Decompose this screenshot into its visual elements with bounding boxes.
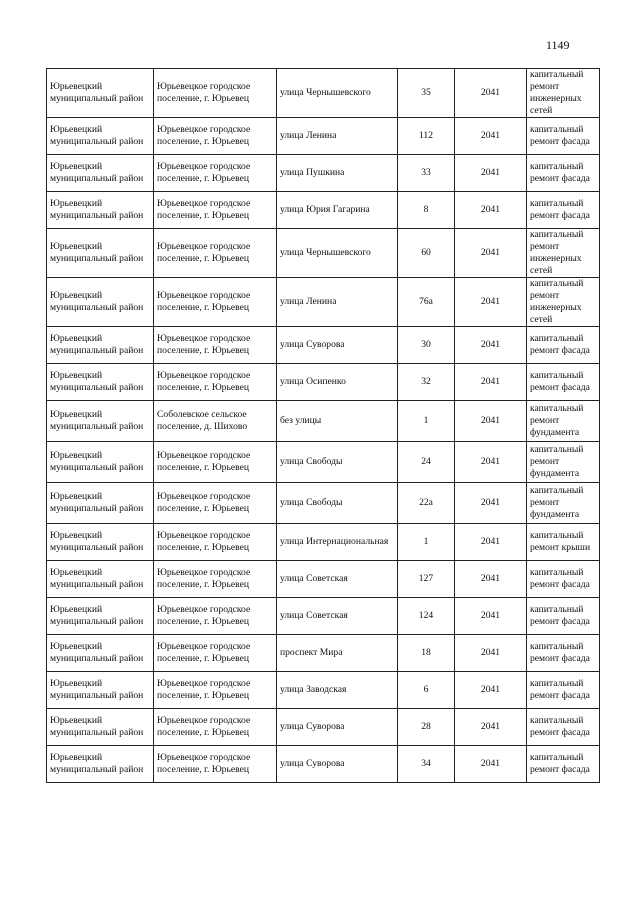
work-type-cell: капитальный ремонт инженерных сетей bbox=[527, 229, 600, 278]
house-number-cell: 30 bbox=[398, 327, 455, 364]
settlement-cell: Юрьевецкое городское поселение, г. Юрьевец bbox=[154, 192, 277, 229]
district-cell: Юрьевецкий муниципальный район bbox=[47, 598, 154, 635]
settlement-cell: Юрьевецкое городское поселение, г. Юрьевец bbox=[154, 672, 277, 709]
street-cell: улица Заводская bbox=[277, 672, 398, 709]
year-cell: 2041 bbox=[455, 364, 527, 401]
street-cell: улица Интернациональная bbox=[277, 524, 398, 561]
work-type-cell: капитальный ремонт фасада bbox=[527, 598, 600, 635]
year-cell: 2041 bbox=[455, 709, 527, 746]
street-cell: проспект Мира bbox=[277, 635, 398, 672]
district-cell: Юрьевецкий муниципальный район bbox=[47, 278, 154, 327]
district-cell: Юрьевецкий муниципальный район bbox=[47, 229, 154, 278]
street-cell: улица Свободы bbox=[277, 483, 398, 524]
work-type-cell: капитальный ремонт фасада bbox=[527, 118, 600, 155]
table-row bbox=[47, 483, 600, 524]
year-cell: 2041 bbox=[455, 69, 527, 118]
house-number-cell: 1 bbox=[398, 524, 455, 561]
house-number-cell: 18 bbox=[398, 635, 455, 672]
work-type-cell: капитальный ремонт фасада bbox=[527, 327, 600, 364]
street-cell: улица Чернышевского bbox=[277, 229, 398, 278]
work-type-cell: капитальный ремонт фасада bbox=[527, 746, 600, 783]
work-type-cell: капитальный ремонт фасада bbox=[527, 635, 600, 672]
table-row bbox=[47, 155, 600, 192]
table-row bbox=[47, 709, 600, 746]
street-cell: улица Суворова bbox=[277, 746, 398, 783]
work-type-cell: капитальный ремонт фасада bbox=[527, 155, 600, 192]
work-type-cell: капитальный ремонт инженерных сетей bbox=[527, 278, 600, 327]
district-cell: Юрьевецкий муниципальный район bbox=[47, 118, 154, 155]
year-cell: 2041 bbox=[455, 155, 527, 192]
settlement-cell: Соболевское сельское поселение, д. Шихово bbox=[154, 401, 277, 442]
house-number-cell: 8 bbox=[398, 192, 455, 229]
table-row bbox=[47, 524, 600, 561]
work-type-cell: капитальный ремонт фасада bbox=[527, 192, 600, 229]
house-number-cell: 1 bbox=[398, 401, 455, 442]
settlement-cell: Юрьевецкое городское поселение, г. Юрьевец bbox=[154, 69, 277, 118]
street-cell: улица Свободы bbox=[277, 442, 398, 483]
house-number-cell: 60 bbox=[398, 229, 455, 278]
settlement-cell: Юрьевецкое городское поселение, г. Юрьевец bbox=[154, 442, 277, 483]
table-row bbox=[47, 327, 600, 364]
street-cell: улица Советская bbox=[277, 598, 398, 635]
year-cell: 2041 bbox=[455, 524, 527, 561]
district-cell: Юрьевецкий муниципальный район bbox=[47, 709, 154, 746]
street-cell: улица Суворова bbox=[277, 327, 398, 364]
year-cell: 2041 bbox=[455, 192, 527, 229]
work-type-cell: капитальный ремонт крыши bbox=[527, 524, 600, 561]
year-cell: 2041 bbox=[455, 278, 527, 327]
street-cell: улица Ленина bbox=[277, 118, 398, 155]
year-cell: 2041 bbox=[455, 118, 527, 155]
year-cell: 2041 bbox=[455, 401, 527, 442]
district-cell: Юрьевецкий муниципальный район bbox=[47, 746, 154, 783]
settlement-cell: Юрьевецкое городское поселение, г. Юрьевец bbox=[154, 364, 277, 401]
table-row bbox=[47, 635, 600, 672]
year-cell: 2041 bbox=[455, 327, 527, 364]
year-cell: 2041 bbox=[455, 561, 527, 598]
year-cell: 2041 bbox=[455, 672, 527, 709]
settlement-cell: Юрьевецкое городское поселение, г. Юрьевец bbox=[154, 524, 277, 561]
settlement-cell: Юрьевецкое городское поселение, г. Юрьевец bbox=[154, 709, 277, 746]
street-cell: улица Советская bbox=[277, 561, 398, 598]
house-number-cell: 22а bbox=[398, 483, 455, 524]
district-cell: Юрьевецкий муниципальный район bbox=[47, 327, 154, 364]
table-row bbox=[47, 118, 600, 155]
district-cell: Юрьевецкий муниципальный район bbox=[47, 635, 154, 672]
house-number-cell: 76а bbox=[398, 278, 455, 327]
house-number-cell: 28 bbox=[398, 709, 455, 746]
table-row bbox=[47, 401, 600, 442]
table-row bbox=[47, 672, 600, 709]
settlement-cell: Юрьевецкое городское поселение, г. Юрьевец bbox=[154, 561, 277, 598]
work-type-cell: капитальный ремонт фасада bbox=[527, 561, 600, 598]
settlement-cell: Юрьевецкое городское поселение, г. Юрьевец bbox=[154, 635, 277, 672]
district-cell: Юрьевецкий муниципальный район bbox=[47, 69, 154, 118]
house-number-cell: 33 bbox=[398, 155, 455, 192]
table-row bbox=[47, 278, 600, 327]
district-cell: Юрьевецкий муниципальный район bbox=[47, 401, 154, 442]
table-row bbox=[47, 69, 600, 118]
table-row bbox=[47, 192, 600, 229]
table-row bbox=[47, 364, 600, 401]
settlement-cell: Юрьевецкое городское поселение, г. Юрьевец bbox=[154, 746, 277, 783]
page-number: 1149 bbox=[546, 38, 570, 52]
street-cell: улица Юрия Гагарина bbox=[277, 192, 398, 229]
table-row bbox=[47, 598, 600, 635]
year-cell: 2041 bbox=[455, 229, 527, 278]
settlement-cell: Юрьевецкое городское поселение, г. Юрьевец bbox=[154, 483, 277, 524]
settlement-cell: Юрьевецкое городское поселение, г. Юрьевец bbox=[154, 327, 277, 364]
year-cell: 2041 bbox=[455, 483, 527, 524]
street-cell: улица Ленина bbox=[277, 278, 398, 327]
district-cell: Юрьевецкий муниципальный район bbox=[47, 442, 154, 483]
house-number-cell: 24 bbox=[398, 442, 455, 483]
work-type-cell: капитальный ремонт фасада bbox=[527, 364, 600, 401]
repair-schedule-table bbox=[46, 68, 600, 783]
street-cell: без улицы bbox=[277, 401, 398, 442]
district-cell: Юрьевецкий муниципальный район bbox=[47, 364, 154, 401]
settlement-cell: Юрьевецкое городское поселение, г. Юрьевец bbox=[154, 155, 277, 192]
house-number-cell: 124 bbox=[398, 598, 455, 635]
house-number-cell: 127 bbox=[398, 561, 455, 598]
settlement-cell: Юрьевецкое городское поселение, г. Юрьевец bbox=[154, 229, 277, 278]
work-type-cell: капитальный ремонт фундамента bbox=[527, 401, 600, 442]
table-row bbox=[47, 442, 600, 483]
street-cell: улица Пушкина bbox=[277, 155, 398, 192]
settlement-cell: Юрьевецкое городское поселение, г. Юрьевец bbox=[154, 598, 277, 635]
year-cell: 2041 bbox=[455, 746, 527, 783]
house-number-cell: 32 bbox=[398, 364, 455, 401]
house-number-cell: 6 bbox=[398, 672, 455, 709]
work-type-cell: капитальный ремонт фундамента bbox=[527, 442, 600, 483]
house-number-cell: 35 bbox=[398, 69, 455, 118]
work-type-cell: капитальный ремонт инженерных сетей bbox=[527, 69, 600, 118]
work-type-cell: капитальный ремонт фасада bbox=[527, 709, 600, 746]
district-cell: Юрьевецкий муниципальный район bbox=[47, 672, 154, 709]
house-number-cell: 112 bbox=[398, 118, 455, 155]
table-row bbox=[47, 561, 600, 598]
house-number-cell: 34 bbox=[398, 746, 455, 783]
street-cell: улица Чернышевского bbox=[277, 69, 398, 118]
district-cell: Юрьевецкий муниципальный район bbox=[47, 155, 154, 192]
district-cell: Юрьевецкий муниципальный район bbox=[47, 192, 154, 229]
settlement-cell: Юрьевецкое городское поселение, г. Юрьевец bbox=[154, 118, 277, 155]
year-cell: 2041 bbox=[455, 598, 527, 635]
year-cell: 2041 bbox=[455, 635, 527, 672]
street-cell: улица Осипенко bbox=[277, 364, 398, 401]
district-cell: Юрьевецкий муниципальный район bbox=[47, 561, 154, 598]
work-type-cell: капитальный ремонт фундамента bbox=[527, 483, 600, 524]
district-cell: Юрьевецкий муниципальный район bbox=[47, 524, 154, 561]
work-type-cell: капитальный ремонт фасада bbox=[527, 672, 600, 709]
table-row bbox=[47, 229, 600, 278]
district-cell: Юрьевецкий муниципальный район bbox=[47, 483, 154, 524]
table-row bbox=[47, 746, 600, 783]
street-cell: улица Суворова bbox=[277, 709, 398, 746]
settlement-cell: Юрьевецкое городское поселение, г. Юрьевец bbox=[154, 278, 277, 327]
year-cell: 2041 bbox=[455, 442, 527, 483]
